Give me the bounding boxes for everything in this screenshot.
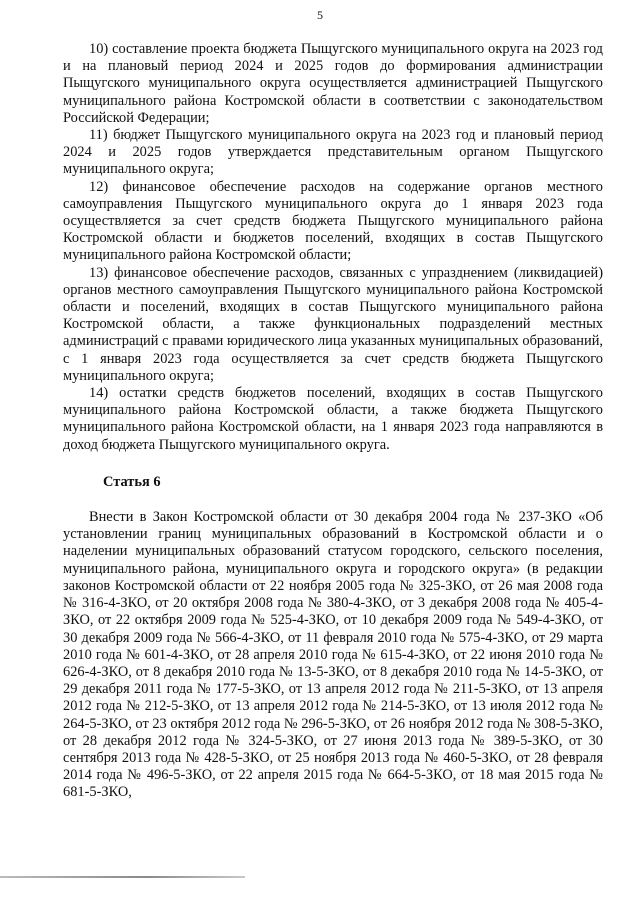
article-heading: Статья 6 <box>103 473 161 490</box>
document-body <box>63 41 603 802</box>
paragraph-item-13: 13) финансовое обеспечение расходов, связанных с упразднением (ликвидацией) органов местного самоуправления Пыщугского муниципального района Костромской области и поселений, входящих в состав Пыщугского муниципального района Костромской области, а также функциональных подразделений местных администраций с правами юридического лица указанных муниципальных образований, с 1 января 2023 года осуществляется за счет средств бюджета Пыщугского муниципального округа; <box>63 264 603 384</box>
paragraph-item-11: 11) бюджет Пыщугского муниципального округа на 2023 год и плановый период 2024 и 2025 годов утверждается представительным органом Пыщугского муниципального округа; <box>63 127 603 178</box>
paragraph-item-10: 10) составление проекта бюджета Пыщугского муниципального округа на 2023 год и на плановый период 2024 и 2025 годов до формирования администрации Пыщугского муниципального округа осуществляется администрацией Пыщугского муниципального района Костромской области в соответствии с законодательством Российской Федерации; <box>63 41 603 126</box>
paragraph-item-12: 12) финансовое обеспечение расходов на содержание органов местного самоуправления Пыщугского муниципального округа до 1 января 2023 года осуществляется за счет средств бюджета Пыщугского муниципального района Костромской области и бюджетов поселений, входящих в состав Пыщугского муниципального района Костромской области; <box>63 178 603 264</box>
scan-artifact-line <box>0 876 245 878</box>
paragraph-item-14: 14) остатки средств бюджетов поселений, входящих в состав Пыщугского муниципального района Костромской области, а также бюджета Пыщугского муниципального района Костромской области, на 1 января 2023 года направляются в доход бюджета Пыщугского муниципального округа. <box>63 385 603 453</box>
page-number: 5 <box>317 8 323 22</box>
article-text: Внести в Закон Костромской области от 30 декабря 2004 года № 237-ЗКО «Об установлении границ муниципальных образований в Костромской области и о наделении муниципальных образований статусом городского, сельского поселения, муниципального района, муниципального округа и городского округа» (в редакции законов Костромской области от 22 ноября 2005 года № 325-ЗКО, от 26 мая 2008 года № 316-4-ЗКО, от 20 октября 2008 года № 380-4-ЗКО, от 3 декабря 2008 года № 405-4-ЗКО, от 22 октября 2009 года № 525-4-ЗКО, от 10 декабря 2009 года № 549-4-ЗКО, от 30 декабря 2009 года № 566-4-ЗКО, от 11 февраля 2010 года № 575-4-ЗКО, от 29 марта 2010 года № 601-4-ЗКО, от 28 апреля 2010 года № 615-4-ЗКО, от 22 июня 2010 года № 626-4-ЗКО, от 8 декабря 2010 года № 13-5-ЗКО, от 8 декабря 2010 года № 14-5-ЗКО, от 29 декабря 2011 года № 177-5-ЗКО, от 13 апреля 2012 года № 211-5-ЗКО, от 13 апреля 2012 года № 212-5-ЗКО, от 13 апреля 2012 года № 214-5-ЗКО, от 13 июля 2012 года № 264-5-ЗКО, от 23 октября 2012 года № 296-5-ЗКО, от 26 ноября 2012 года № 308-5-ЗКО, от 28 декабря 2012 года № 324-5-ЗКО, от 27 июня 2013 года № 389-5-ЗКО, от 30 сентября 2013 года № 428-5-ЗКО, от 25 ноября 2013 года № 460-5-ЗКО, от 28 февраля 2014 года № 496-5-ЗКО, от 22 апреля 2015 года № 664-5-ЗКО, от 18 мая 2015 года № 681-5-ЗКО, <box>63 509 603 801</box>
